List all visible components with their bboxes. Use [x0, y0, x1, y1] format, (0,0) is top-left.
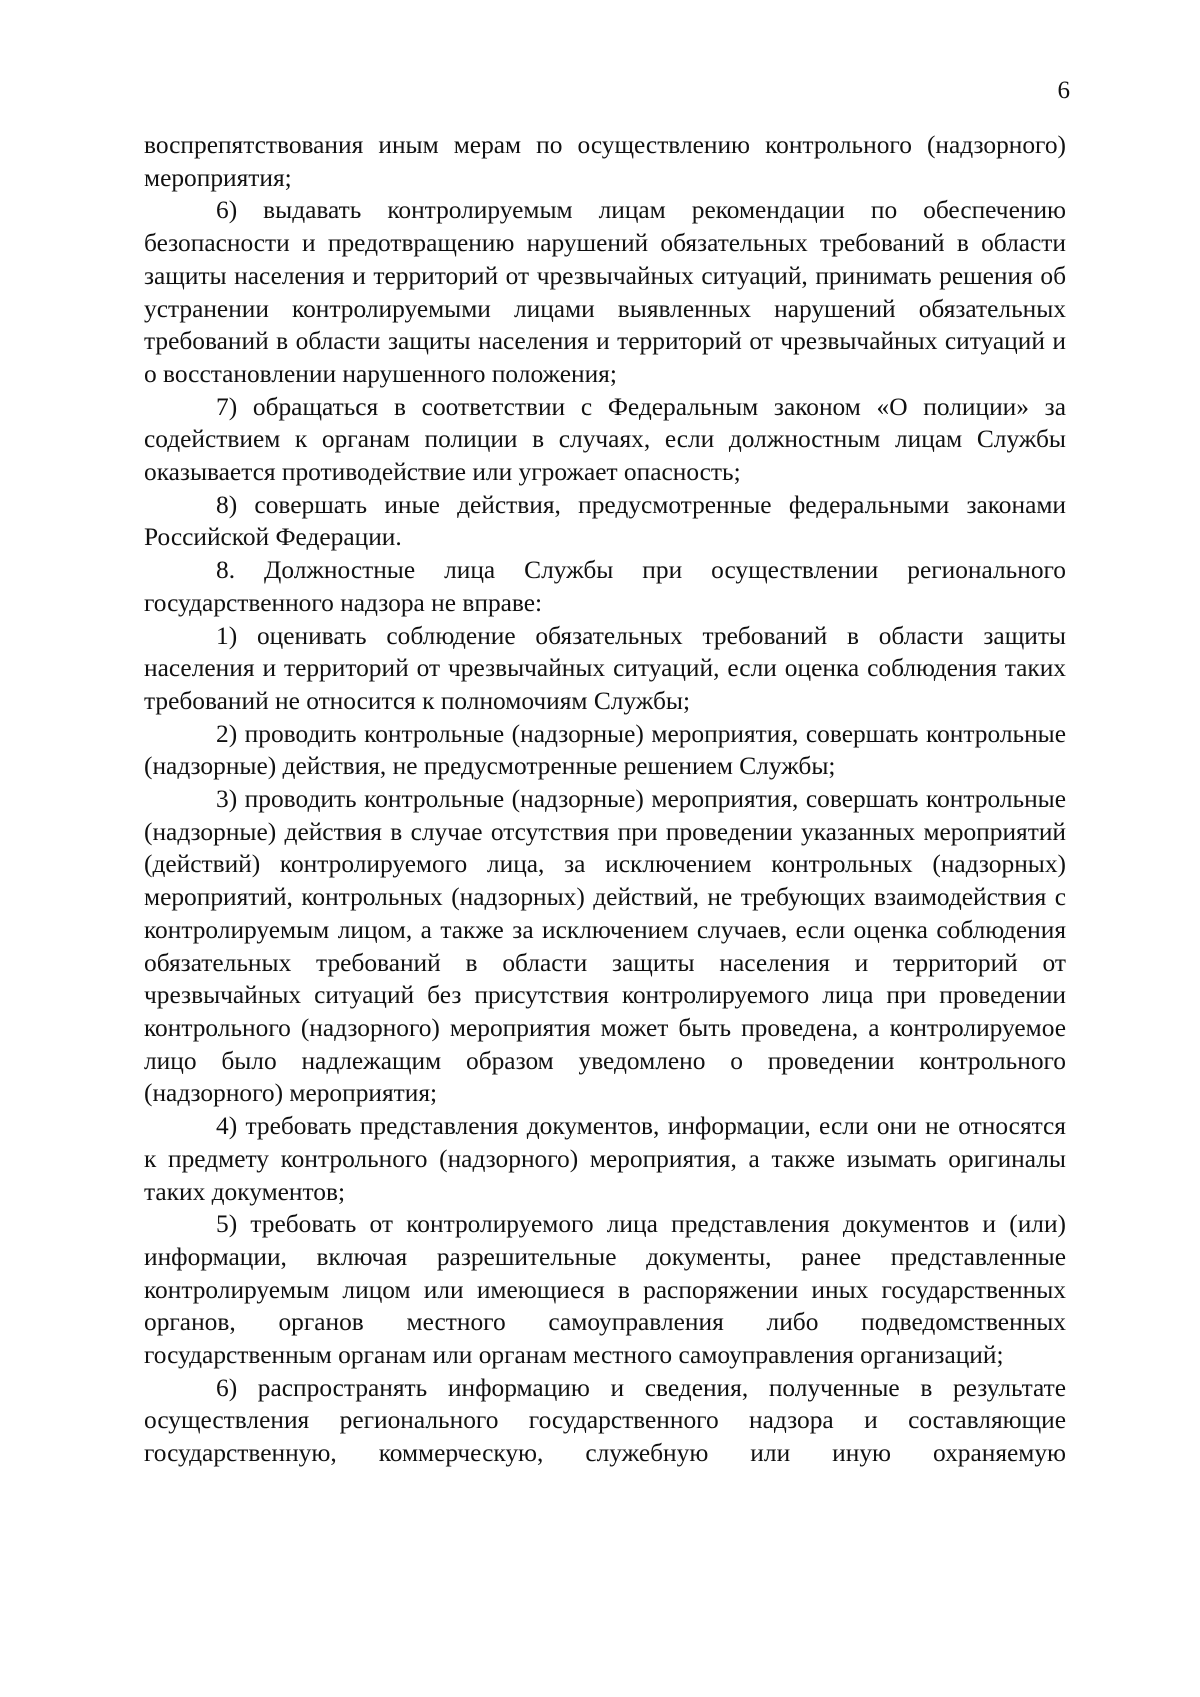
page-number: 6: [1057, 77, 1070, 104]
paragraph-item-6-recommendations: 6) выдавать контролируемым лицам рекомендации по обеспечению безопасности и предотвращению нарушений обязательных требований в области защиты населения и территорий от чрезвычайных ситуаций, принимать решения об устранении контролируемыми лицами выявленных нарушений обязательных требований в области защиты населения и территорий от чрезвычайных ситуаций и о восстановлении нарушенного положения;: [144, 196, 1066, 388]
paragraph-item-8-other-actions: 8) совершать иные действия, предусмотренные федеральными законами Российской Федерации.: [144, 490, 1066, 552]
paragraph-restriction-2: 2) проводить контрольные (надзорные) мероприятия, совершать контрольные (надзорные) действия, не предусмотренные решением Службы;: [144, 719, 1066, 781]
paragraph-restriction-5: 5) требовать от контролируемого лица представления документов и (или) информации, включая разрешительные документы, ранее представленные контролируемым лицом или имеющиеся в распоряжении иных государственных органов, органов местного самоуправления либо подведомственных государственным органам или органам местного самоуправления организаций;: [144, 1210, 1066, 1370]
paragraph-restriction-3: 3) проводить контрольные (надзорные) мероприятия, совершать контрольные (надзорные) действия в случае отсутствия при проведении указанных мероприятий (действий) контролируемого лица, за исключением контрольных (надзорных) мероприятий, контрольных (надзорных) действий, не требующих взаимодействия с контролируемым лицом, а также за исключением случаев, если оценка соблюдения обязательных требований в области защиты населения и территорий от чрезвычайных ситуаций без присутствия контролируемого лица при проведении контрольного (надзорного) мероприятия может быть проведена, а контролируемое лицо было надлежащим образом уведомлено о проведении контрольного (надзорного) мероприятия;: [144, 785, 1066, 1108]
document-body: [144, 129, 1066, 1470]
paragraph-continuation: воспрепятствования иным мерам по осуществлению контрольного (надзорного) мероприятия;: [144, 131, 1066, 192]
paragraph-restriction-4: 4) требовать представления документов, информации, если они не относятся к предмету контрольного (надзорного) мероприятия, а также изымать оригиналы таких документов;: [144, 1112, 1066, 1206]
paragraph-section-8-heading: 8. Должностные лица Службы при осуществлении регионального государственного надзора не вправе:: [144, 556, 1066, 617]
paragraph-restriction-6: 6) распространять информацию и сведения, полученные в результате осуществления регионального государственного надзора и составляющие государственную, коммерческую, служебную или иную охраняемую: [144, 1373, 1066, 1468]
paragraph-restriction-1: 1) оценивать соблюдение обязательных требований в области защиты населения и территорий от чрезвычайных ситуаций, если оценка соблюдения таких требований не относится к полномочиям Службы;: [144, 621, 1066, 715]
paragraph-item-7-police: 7) обращаться в соответствии с Федеральным законом «О полиции» за содействием к органам полиции в случаях, если должностным лицам Службы оказывается противодействие или угрожает опасность;: [144, 392, 1066, 487]
